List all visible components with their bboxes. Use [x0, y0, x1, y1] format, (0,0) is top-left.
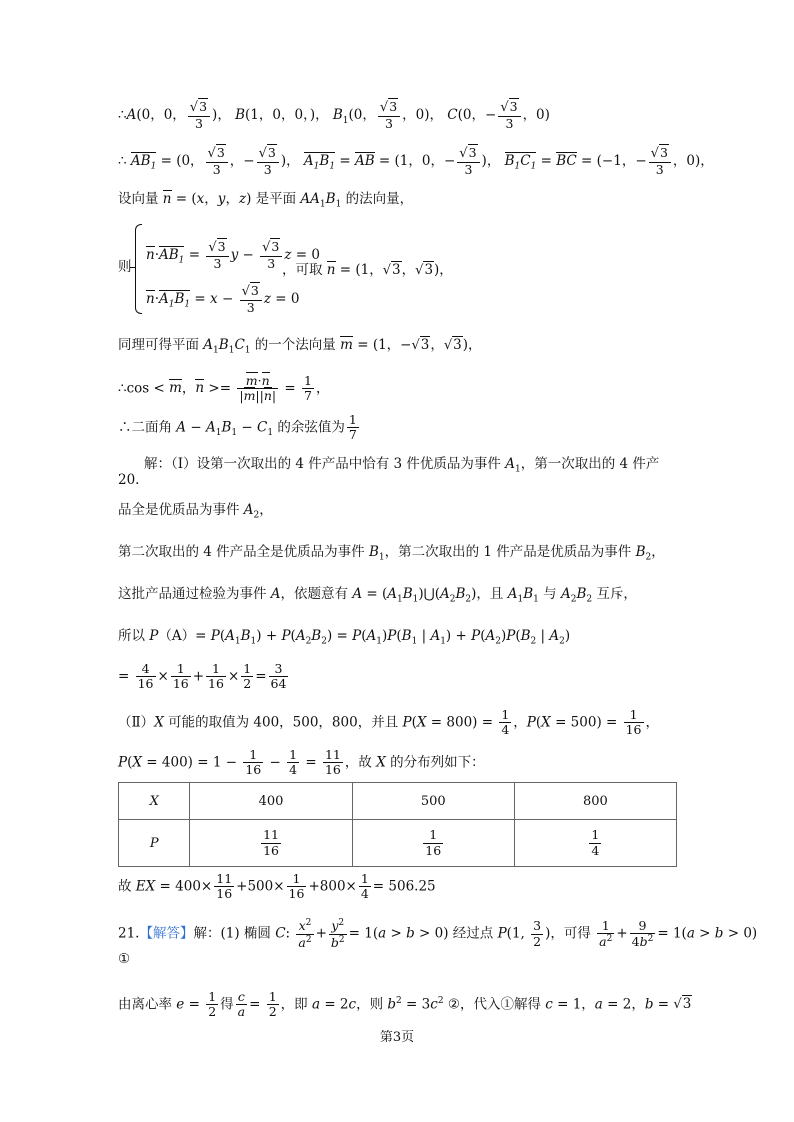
p20-line-1: 解：（Ⅰ）设第一次取出的 4 件产品中恰有 3 件优质品为事件 $A_1$，第一次取出的 4 件产 — [144, 456, 660, 475]
table-cell: 400 — [190, 783, 352, 820]
distribution-table — [118, 782, 677, 867]
p20-line-6: = $\frac{4}{16}$ × $\frac{1}{16}$ + $\frac{1}{16}$ × $\frac{1}{2}$ = $\frac{3}{64}$ — [118, 661, 287, 692]
answer-tag: 【解答】 — [139, 925, 194, 942]
p20-line-5: 所以 $P(A)= P(A_1B_1) + P(A_2B_2) = P(A_1)P(B_1$ | $A_1) + P(A_2)P(B_2$ | $A_2$) — [118, 628, 571, 647]
table-cell: 500 — [352, 783, 514, 820]
system-equation-1: $n\cdot AB_1$ = $\frac{√3}{3}$ y − $\frac{√3}{3}$ z = 0 — [146, 239, 320, 271]
expectation-line: 故 EX = 400× $\frac{11}{16}$ +500× $\frac{1}{16}$ +800× $\frac{1}{4}$ = 506.25 — [118, 871, 436, 902]
dihedral-line: ∴二面角 $A - A_1B_1 - C_1$ 的余弦值为 $\frac{1}{7}$ — [118, 412, 357, 443]
vectors-line: ∴ $AB_1 = (0$， $\frac{√3}{3}$ ，− $\frac{√3}{3}$ )， $A_1B_1$ = AB = (1，0，− $\frac{√3}{3}$ )， $B_1C_1$ = BC = (−1，− $\frac{√3}{3}$ ，0)， — [118, 145, 714, 177]
p20-line-8: P(X = 400) = 1 − $\frac{1}{16}$ − $\frac{1}{4}$ = $\frac{11}{16}$ ，故 X 的分布列如下： — [118, 747, 485, 778]
table-header-x: X — [119, 783, 190, 820]
circled-one: ① — [118, 951, 131, 967]
table-row — [119, 820, 677, 867]
system-prefix: 则 — [118, 259, 132, 275]
table-cell: 800 — [514, 783, 676, 820]
table-header-p: P — [119, 820, 190, 867]
normal-vector-setup: 设向量 n = (x，y，z) 是平面 $AA_1B_1$ 的法向量， — [118, 191, 414, 210]
table-cell: $\frac{1}{16}$ — [352, 820, 514, 867]
table-cell: $\frac{11}{16}$ — [190, 820, 352, 867]
p20-line-7: （Ⅱ）X 可能的取值为 400，500，800，并且 P(X = 800) = $\frac{1}{4}$ ，P(X = 500) = $\frac{1}{16}$ ， — [118, 707, 660, 738]
p21-line-1: 21.【解答】解：(1) 椭圆 C: $\frac{x^2}{a^2}$ + $\frac{y^2}{b^2}$ = 1(a > b > 0) 经过点 P(1, $\frac{3}{2}$ )，可得 $\frac{1}{a^2}$ + $\frac{9}{4b^2}$ = 1(a > b > 0) — [118, 917, 758, 950]
p20-number: 20. — [118, 472, 140, 488]
p20-line-3: 第二次取出的 4 件产品全是优质品为事件 $B_1$，第二次取出的 1 件产品是优质品为事件 $B_2$， — [118, 544, 665, 563]
p20-line-2: 品全是优质品为事件 $A_2$， — [118, 502, 273, 521]
table-row — [119, 783, 677, 820]
table-cell: $\frac{1}{4}$ — [514, 820, 676, 867]
cos-line: ∴cos < m，n >= $\frac{m\cdot n}{|m||n|}$ = $\frac{1}{7}$ ， — [118, 373, 330, 404]
system-result: ，可取 n = (1，√3，√3)， — [282, 262, 453, 278]
other-normal-line: 同理可得平面 $A_1B_1C_1$ 的一个法向量 m = (1，−√3，√3)， — [118, 337, 482, 356]
system-brace — [135, 224, 142, 314]
coordinates-line: ∴A(0，0， $\frac{√3}{3}$ )， B(1，0，0，)， $B_1(0$， $\frac{√3}{3}$ ，0)， C(0，− $\frac{√3}{3}$ ，0) — [118, 99, 550, 131]
system-equation-2: $n\cdot A_1B_1 = x$ − $\frac{√3}{3}$ z = 0 — [146, 283, 300, 315]
p21-line-2: 由离心率 e = $\frac{1}{2}$ 得 $\frac{c}{a}$ = $\frac{1}{2}$ ，即 a = 2c，则 $b^2 = 3c^2$ ②，代入①解得 c = 1，a = 2，b = √3 — [118, 989, 692, 1020]
p20-line-4: 这批产品通过检验为事件 A，依题意有 $A = (A_1B_1)⋃(A_2B_2)$，且 $A_1B_1$ 与 $A_2B_2$ 互斥， — [118, 586, 637, 605]
page-footer: 第3页 — [379, 1030, 415, 1045]
